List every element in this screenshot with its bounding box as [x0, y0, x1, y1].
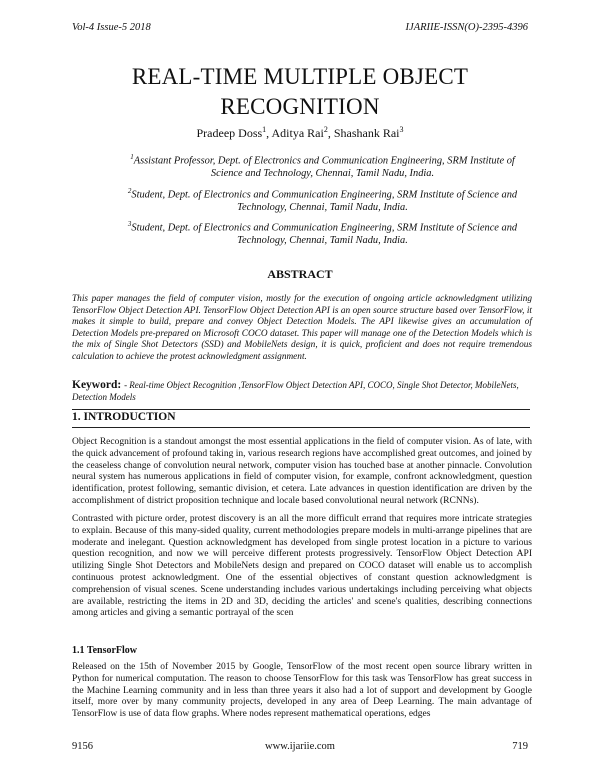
author-separator: ,: [327, 126, 334, 140]
author-affiliation-mark: 3: [399, 125, 404, 134]
footer-website: www.ijariie.com: [265, 741, 335, 752]
affiliation-text: Student, Dept. of Electronics and Communication Engineering, SRM Institute of Science and Technology, Chennai, Tamil Nadu, India.: [131, 222, 518, 246]
keywords: [72, 379, 532, 403]
author-name: Pradeep Doss: [196, 126, 263, 140]
affiliation-1: [115, 151, 530, 180]
author-name: Shashank Rai: [333, 126, 400, 140]
affiliation-mark: 2: [127, 187, 132, 195]
author-separator: ,: [266, 126, 272, 140]
affiliation-mark: 1: [130, 153, 134, 161]
subsection-heading: 1.1 TensorFlow: [72, 645, 138, 656]
author-name: Aditya Rai: [271, 126, 324, 140]
author-affiliation-mark: 1: [262, 125, 267, 134]
affiliation-2: [115, 185, 530, 214]
section-heading: 1. INTRODUCTION: [72, 411, 176, 423]
header-volume: Vol-4 Issue-5 2018: [72, 22, 151, 33]
paper-title: REAL-TIME MULTIPLE OBJECT RECOGNITION: [131, 64, 469, 119]
keywords-label: Keyword:: [72, 379, 125, 391]
tensorflow-paragraph: Released on the 15th of November 2015 by Google, TensorFlow of the most recent open source library written in Python for numerical computation. The reason to choose TensorFlow for this task was TensorFlow has great success in the Machine Learning community and in less than three years it also had a lot of support and development by Google itself, more over by many community projects, developed in any area of Deep Learning. The main advantage of TensorFlow is use of data flow graphs. Where nodes represent mathematical operations, edges: [72, 662, 532, 720]
section-rule-bottom: [72, 427, 530, 428]
affiliation-text: Assistant Professor, Dept. of Electronics and Communication Engineering, SRM Institute of Science and Technology, Chennai, Tamil Nadu, India.: [133, 155, 515, 179]
affiliation-3: [115, 218, 530, 247]
intro-paragraph-1: Object Recognition is a standout amongst the most essential applications in the field of computer vision. As of late, with the quick advancement of profound taking in, various research regions have accomplished great outcomes, and joined by the ceaseless change of convolution neural network, computer vision has touched base at another pinnacle. Convolution neural system has numerous applications in field of computer vision, for example, confront acknowledgment, question identification, protest following, semantic division, et cetera. Late advances in question identification are driven by the accomplishment of district proposition technique and locale based convolutional neural network (RCNNs).: [72, 437, 532, 506]
author-affiliation-mark: 2: [323, 125, 328, 134]
keywords-text: - Real-time Object Recognition ,TensorFlow Object Detection API, COCO, Single Shot Detector, MobileNets, Detection Models: [72, 380, 519, 402]
affiliation-text: Student, Dept. of Electronics and Communication Engineering, SRM Institute of Science and Technology, Chennai, Tamil Nadu, India.: [131, 189, 518, 213]
header-issn: IJARIIE-ISSN(O)-2395-4396: [405, 22, 528, 33]
affiliation-mark: 3: [127, 220, 132, 228]
abstract-heading: ABSTRACT: [267, 267, 333, 281]
section-rule-top: [72, 409, 530, 410]
footer-page-number: 9156: [72, 741, 93, 752]
footer-issue-page: 719: [512, 741, 528, 752]
abstract-text: This paper manages the field of computer vision, mostly for the execution of ongoing article acknowledgment utilizing TensorFlow Object Detection API. TensorFlow Object Detection API is an open source structure based over TensorFlow, it makes it simple to build, prepare and convey Object Detection Models. The API likewise gives an accumulation of Detection Models pre-prepared on Microsoft COCO dataset. This paper will manage one of the Detection Models which is the mix of Single Shot Detectors (SSD) and MobileNets design, it is quick, proficient and does not require tremendous calculation to achieve the protest acknowledgment assignment.: [72, 294, 532, 362]
author-list: [60, 125, 540, 141]
intro-paragraph-2: Contrasted with picture order, protest discovery is an all the more difficult errand that requires more intricate strategies to explain. Because of this many-sided quality, current methodologies prepare models in multi-arrange pipelines that are moderate and inelegant. Question acknowledgment has developed from single protest location in a picture to various question recognition, and now we will perceive different protests progressively. TensorFlow Object Detection API utilizing Single Shot Detectors and MobileNets design and prepared on COCO dataset will enable us to accomplish continuous protest acknowledgment. One of the essential objectives of constant question acknowledgment is comprehension of visual scenes. Scene understanding includes various undertakings including perceiving what objects are available, restricting the items in 2D and 3D, deciding the articles' and scene's qualities, describing connections among articles and giving a semantic portrayal of the scen: [72, 514, 532, 619]
